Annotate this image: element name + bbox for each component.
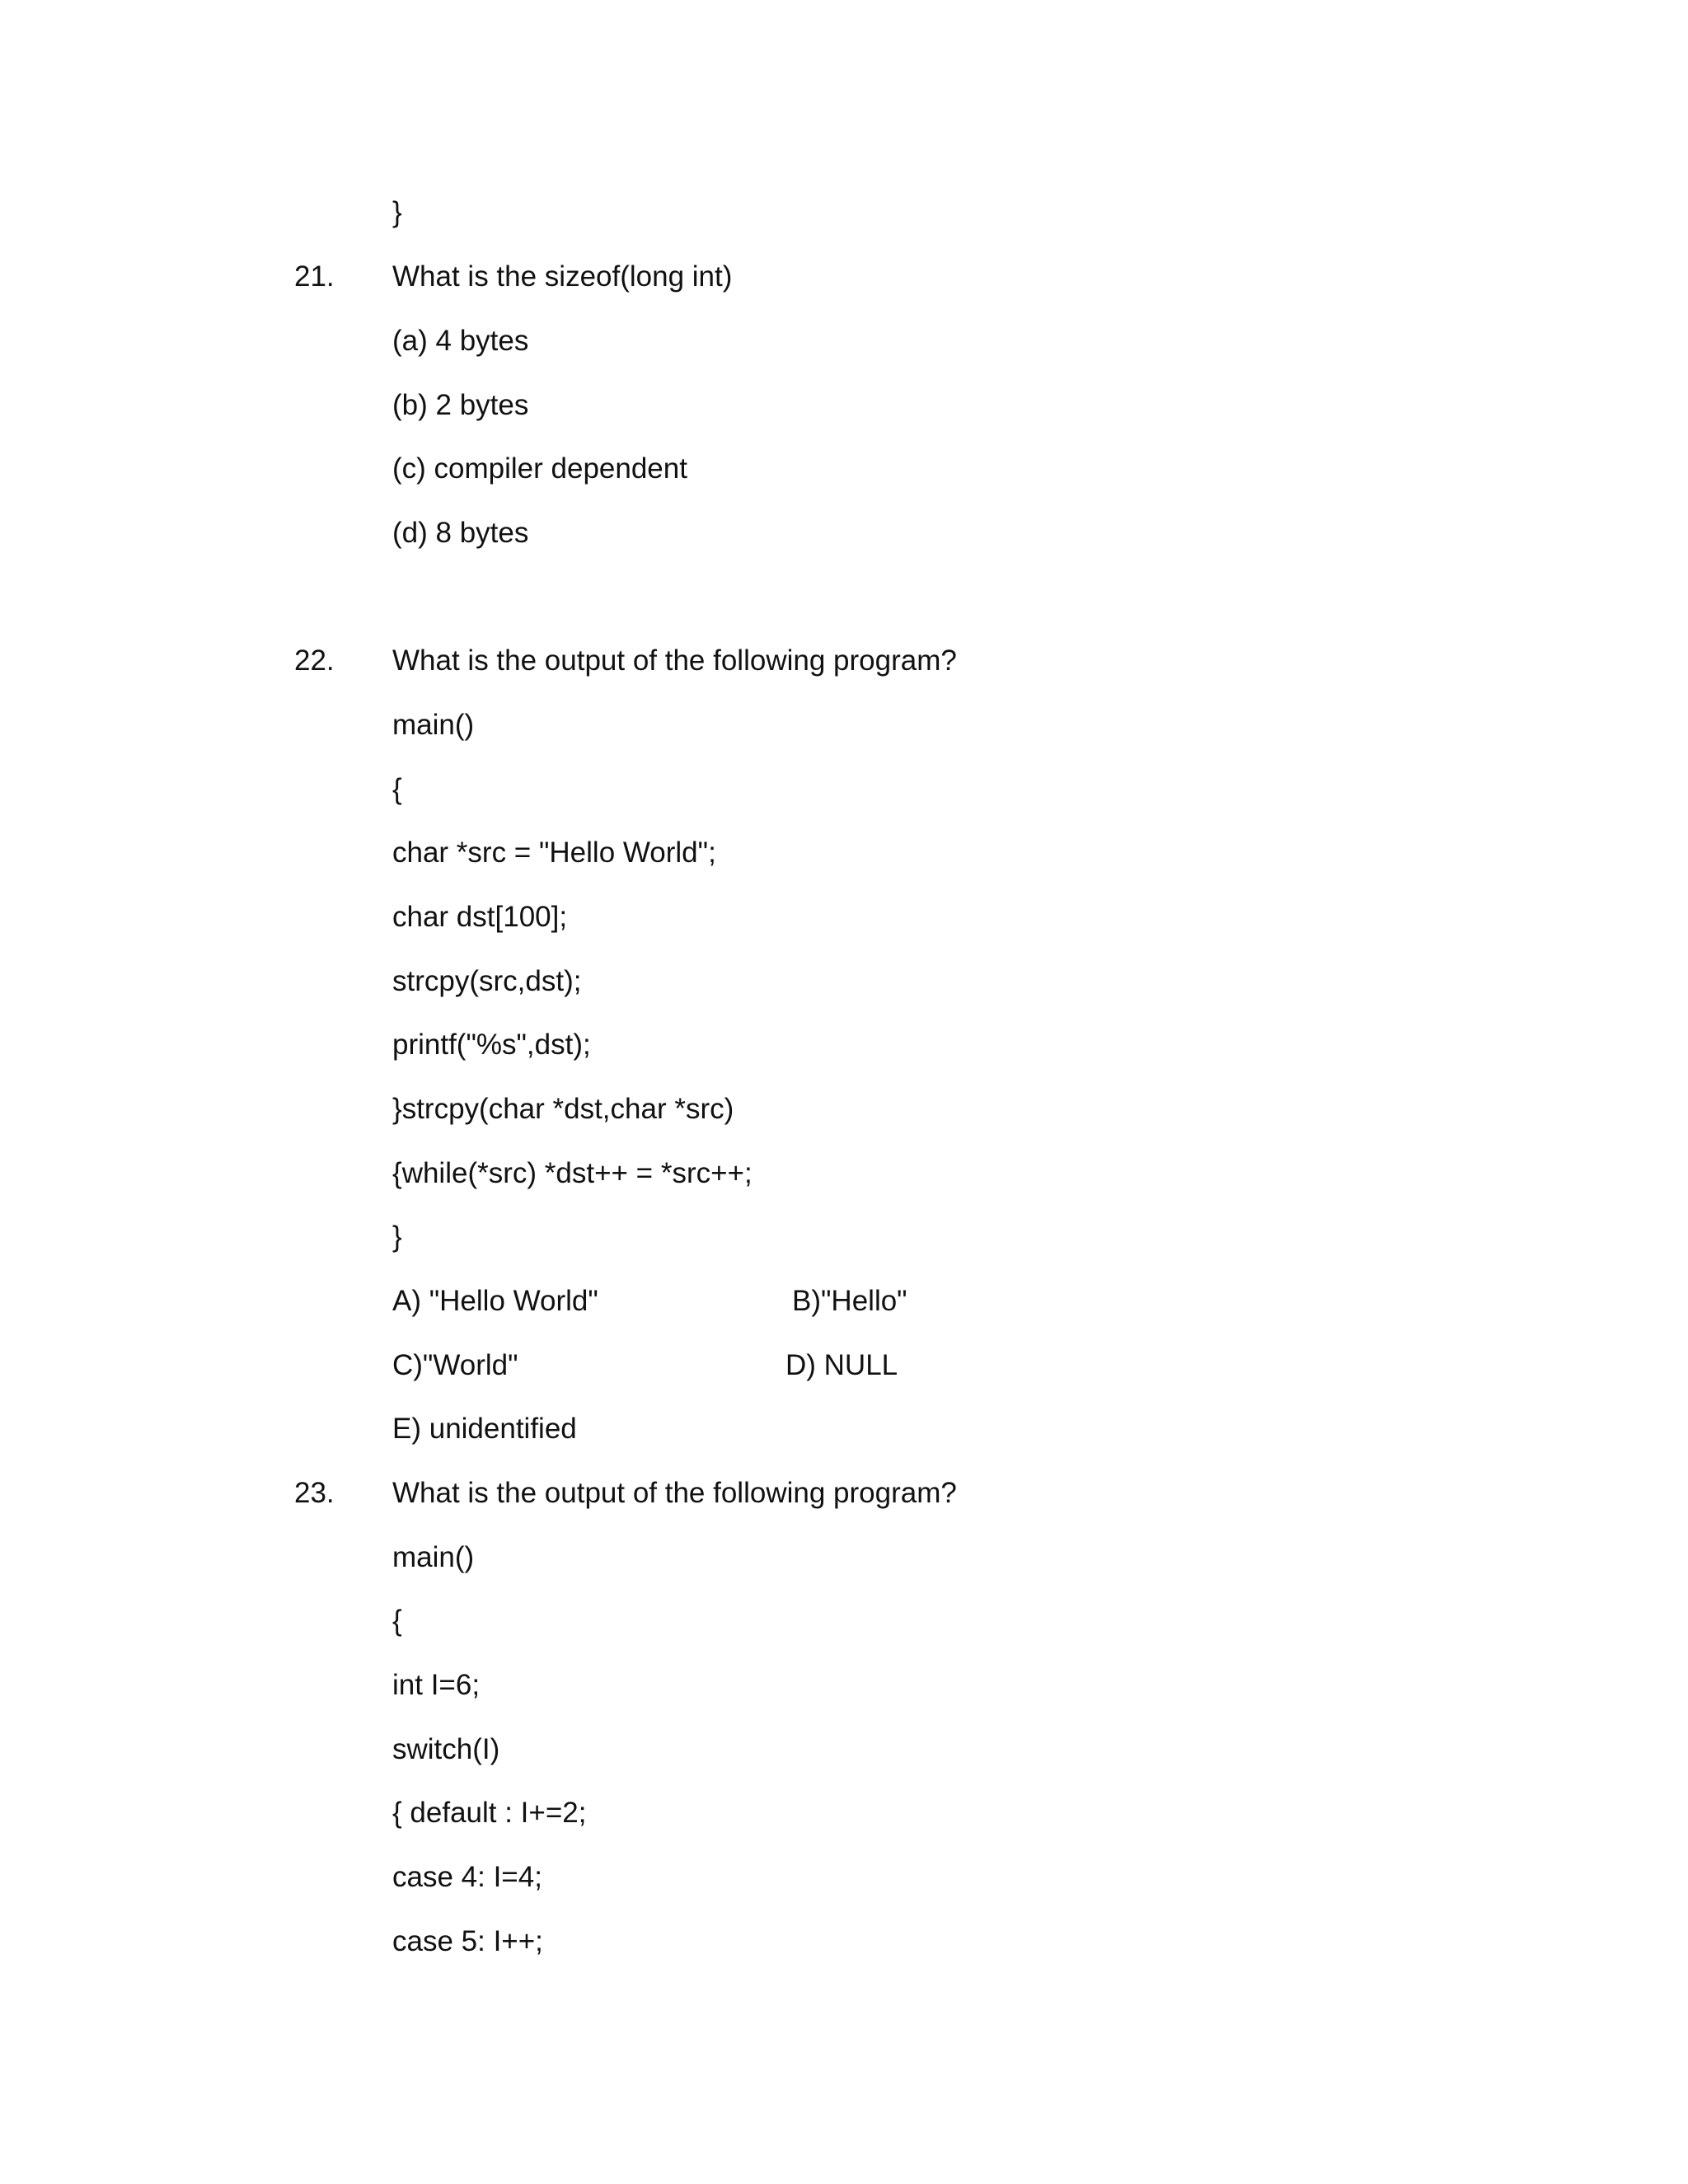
option-b: B)"Hello" <box>792 1285 907 1317</box>
code-line: { default : I+=2; <box>392 1797 587 1829</box>
option-d: (d) 8 bytes <box>392 517 529 549</box>
code-line: printf("%s",dst); <box>392 1029 591 1061</box>
option-e: E) unidentified <box>392 1413 577 1445</box>
code-line: case 4: I=4; <box>392 1861 542 1893</box>
question-prompt: What is the output of the following program? <box>392 644 957 677</box>
code-line: int I=6; <box>392 1669 481 1701</box>
option-b: (b) 2 bytes <box>392 389 529 421</box>
code-line: }strcpy(char *dst,char *src) <box>392 1093 734 1125</box>
question-number: 23. <box>294 1477 335 1509</box>
code-line: main() <box>392 709 475 741</box>
code-line: { <box>392 1605 402 1637</box>
code-line: strcpy(src,dst); <box>392 965 582 997</box>
code-line: switch(I) <box>392 1733 500 1765</box>
code-line: main() <box>392 1541 475 1573</box>
option-c: (c) compiler dependent <box>392 452 687 485</box>
code-line: char *src = "Hello World"; <box>392 837 716 869</box>
code-line: } <box>392 1221 402 1253</box>
option-a: A) "Hello World" <box>392 1285 598 1317</box>
option-a: (a) 4 bytes <box>392 325 529 357</box>
option-c: C)"World" <box>392 1349 518 1381</box>
option-d: D) NULL <box>785 1349 898 1381</box>
question-prompt: What is the output of the following program? <box>392 1477 957 1509</box>
code-line: { <box>392 773 402 805</box>
question-number: 22. <box>294 644 335 677</box>
code-line: case 5: I++; <box>392 1925 543 1957</box>
question-prompt: What is the sizeof(long int) <box>392 260 733 293</box>
code-line: {while(*src) *dst++ = *src++; <box>392 1157 753 1189</box>
question-number: 21. <box>294 260 335 293</box>
code-line: char dst[100]; <box>392 901 568 933</box>
code-line-closing-brace: } <box>392 196 402 228</box>
